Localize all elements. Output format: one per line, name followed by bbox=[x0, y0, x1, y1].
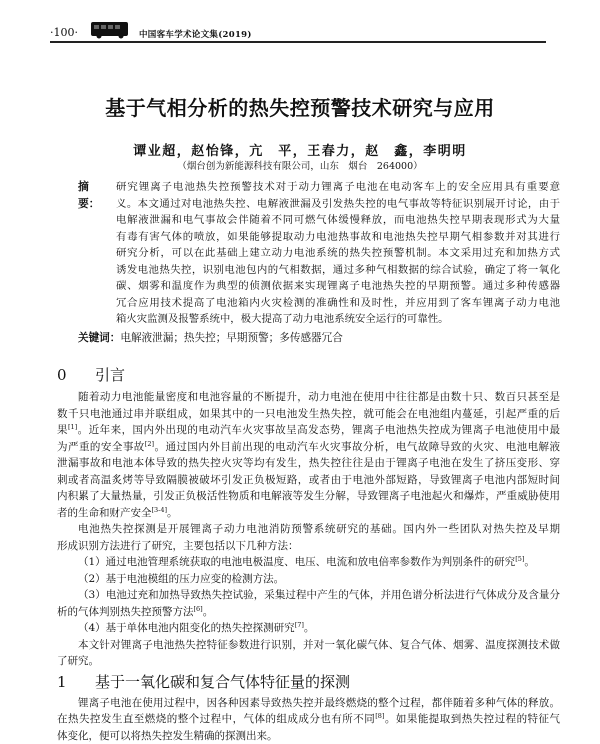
keywords-text: 电解液泄漏；热失控；早期预警；多传感器冗合 bbox=[120, 332, 342, 344]
text-run: （3）电池过充和加热导致热失控试验，采集过程中产生的气体，并用色谱分析法进行气体成分及含量分 bbox=[78, 589, 560, 601]
page-number: ·100· bbox=[50, 26, 78, 39]
text-run: 形成识别方法进行了研究，主要包括以下几种方法： bbox=[57, 540, 299, 552]
abstract-line: 碳、烟雾和温度作为典型的侦测依据来实现锂离子电池热失控的早期预警。通过多种传感器 bbox=[116, 278, 560, 295]
abstract-line: 有毒有害气体的喷放，如果能够提取动力电池热事故和电池热失控早期气相参数并对其进行 bbox=[116, 229, 560, 246]
text-line bbox=[57, 488, 560, 505]
text-line bbox=[57, 389, 560, 406]
text-run: 者的生命和财产安全 bbox=[57, 507, 152, 519]
citation-ref: [7] bbox=[295, 621, 304, 629]
citation-ref: [5] bbox=[515, 555, 524, 563]
text-run: 了研究。 bbox=[57, 655, 99, 667]
text-line bbox=[57, 554, 560, 571]
citation-ref: [1] bbox=[68, 423, 77, 431]
body-text bbox=[57, 389, 560, 744]
text-run: 在热失控发生直至燃烧的整个过程中，气体的组成成分也有所不同 bbox=[57, 713, 375, 725]
abstract-line: 电解液泄漏和电气事故会伴随着不同可燃气体缓慢释放，而电池热失控早期表现形式为大量 bbox=[116, 212, 560, 229]
abstract-line: 冗合应用技术提高了电池箱内火灾检测的准确性和及时性，并应用到了客车锂离子动力电池 bbox=[116, 295, 560, 312]
header-rule bbox=[50, 41, 546, 43]
abstract-line: 箱火灾监测及报警系统中，极大提高了动力电池系统安全运行的可靠性。 bbox=[116, 311, 560, 328]
text-line bbox=[57, 538, 560, 555]
bus-logo-icon bbox=[90, 21, 130, 39]
text-run: 体变化，便可以将热失控发生精确的探测出来。 bbox=[57, 730, 278, 742]
text-run: 本文针对锂离子电池热失控特征参数进行识别，并对一氧化碳气体、复合气体、烟雾、温度探测技术做 bbox=[78, 639, 560, 651]
text-run: 电池热失控探测是开展锂离子动力电池消防预警系统研究的基础。国内外一些团队对热失控及早期 bbox=[78, 523, 560, 535]
text-run: 为严重的安全事故 bbox=[57, 441, 145, 453]
text-run: 。 bbox=[167, 507, 178, 519]
abstract-line: 研究分析，可以在此基础上建立动力电池系统的热失控预警机制。本文采用过充和加热方式 bbox=[116, 245, 560, 262]
text-run: 。近年来，国内外出现的电动汽车火灾事故呈高发态势，锂离子电池热失控成为锂离子电池使用中最 bbox=[77, 424, 560, 436]
text-run: （4）基于单体电池内阻变化的热失控探测研究 bbox=[78, 622, 295, 634]
citation-ref: [2] bbox=[145, 440, 154, 448]
keywords bbox=[78, 330, 343, 347]
text-line bbox=[57, 521, 560, 538]
text-line bbox=[57, 571, 560, 588]
citation-ref: [6] bbox=[194, 605, 203, 613]
abstract-line: 义。本文通过对电池热失控、电解液泄漏及引发热失控的电气事故等特征识别展开讨论，由于 bbox=[116, 196, 560, 213]
text-run: 随着动力电池能量密度和电池容量的不断提升，动力电池在使用中往往都是由数十只、数百只甚至是 bbox=[78, 391, 560, 403]
text-run: 。 bbox=[304, 622, 315, 634]
text-line bbox=[57, 422, 560, 439]
section-intro-body bbox=[57, 389, 560, 670]
text-line bbox=[57, 439, 560, 456]
text-line bbox=[57, 406, 560, 423]
text-run: （2）基于电池模组的压力应变的检测方法。 bbox=[78, 573, 284, 585]
text-run: 析的气体判别热失控预警方法 bbox=[57, 606, 194, 618]
section-heading-intro bbox=[55, 363, 125, 388]
citation-ref: [8] bbox=[375, 712, 384, 720]
authors: 谭业超，赵怡锋，亢 平，王春力，赵 鑫，李明明 bbox=[0, 140, 600, 159]
section-title: 引言 bbox=[95, 363, 125, 388]
text-line bbox=[57, 587, 560, 604]
text-line bbox=[57, 505, 560, 522]
affiliation: （烟台创为新能源科技有限公司，山东 烟台 264000） bbox=[0, 158, 600, 172]
paper-title: 基于气相分析的热失控预警技术研究与应用 bbox=[0, 92, 600, 121]
text-run: 。如果能提取到热失控过程的特征气 bbox=[384, 713, 560, 725]
section-detection-body bbox=[57, 695, 560, 744]
text-run: 泄漏事故和电池本体导致的热失控火灾等均有发生，热失控往往是由于锂离子电池在发生了挤压变形、穿 bbox=[57, 457, 560, 469]
text-line bbox=[57, 728, 560, 744]
text-line bbox=[57, 653, 560, 670]
abstract-label: 摘 要： bbox=[78, 179, 116, 328]
text-run: 数千只电池通过串并联组成，如果其中的一只电池发生热失控，就可能会在电池组内蔓延，引起严重的后 bbox=[57, 408, 560, 420]
text-run: 刺或者高温炙烤等导致隔膜被破坏引发正负极短路，或者由于电池外部短路，导致锂离子电池内部短时间 bbox=[57, 474, 560, 486]
text-run: （1）通过电池管理系统获取的电池电极温度、电压、电流和放电倍率参数作为判别条件的研究 bbox=[78, 556, 515, 568]
text-line bbox=[57, 455, 560, 472]
text-line bbox=[57, 711, 560, 728]
section-number: 0 bbox=[55, 363, 95, 388]
abstract-line: 诱发电池热失控，识别电池包内的气相数据，通过多种气相数据的综合试验，确定了将一氧化 bbox=[116, 262, 560, 279]
text-run: 果 bbox=[57, 424, 68, 436]
text-run: 。通过国内外目前出现的电动汽车火灾事故分析，电气故障导致的火灾、电池电解液 bbox=[154, 441, 560, 453]
abstract bbox=[78, 179, 560, 328]
text-line bbox=[57, 620, 560, 637]
section-title: 基于一氧化碳和复合气体特征量的探测 bbox=[95, 670, 350, 695]
section-number: 1 bbox=[55, 670, 95, 695]
text-line bbox=[57, 604, 560, 621]
text-line bbox=[57, 637, 560, 654]
abstract-line: 研究锂离子电池热失控预警技术对于动力锂离子电池在电动客车上的安全应用具有重要意 bbox=[116, 179, 560, 196]
section-heading-detection bbox=[55, 670, 560, 695]
text-run: 锂离子电池在使用过程中，因各种因素导致热失控并最终燃烧的整个过程，都伴随着多种气体的释放。 bbox=[78, 697, 560, 709]
text-run: 。 bbox=[524, 556, 535, 568]
keywords-label: 关键词： bbox=[78, 332, 120, 344]
text-run: 内积累了大量热量，引发正负极活性物质和电解液等发生分解，导致锂离子电池起火和爆炸，严重威胁使用 bbox=[57, 490, 560, 502]
citation-ref: [3-4] bbox=[152, 506, 168, 514]
text-run: 。 bbox=[203, 606, 214, 618]
journal-name: 中国客车学术论文集(2019) bbox=[139, 28, 252, 40]
abstract-body bbox=[116, 179, 560, 328]
text-line bbox=[57, 695, 560, 712]
text-line bbox=[57, 472, 560, 489]
